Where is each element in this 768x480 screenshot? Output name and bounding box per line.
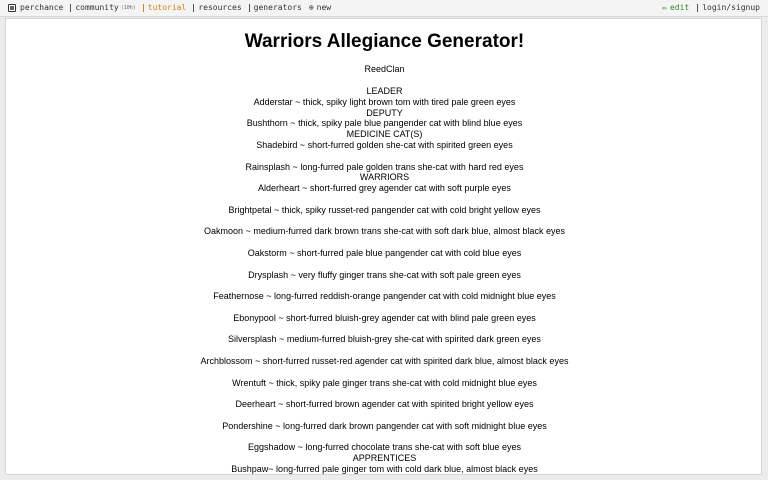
dice-icon xyxy=(8,4,16,12)
warrior-entry: Silversplash ~ medium-furred bluish-grey she-cat with spirited dark green eyes xyxy=(228,334,541,344)
medicine-entry: Shadebird ~ short-furred golden she-cat with spirited green eyes xyxy=(256,140,513,150)
nav-tutorial[interactable] xyxy=(143,3,187,12)
warrior-entry: Ebonypool ~ short-furred bluish-grey agender cat with blind pale green eyes xyxy=(233,313,536,323)
nav-site-label: perchance xyxy=(20,3,64,12)
nav-community-label: community xyxy=(75,3,119,12)
generators-icon xyxy=(249,4,250,12)
warrior-entry: Eggshadow ~ long-furred chocolate trans she-cat with soft blue eyes xyxy=(248,442,521,452)
nav-edit-label: edit xyxy=(669,3,690,12)
nav-tutorial-label: tutorial xyxy=(147,3,187,12)
warrior-entry: Brightpetal ~ thick, spiky russet-red pangender cat with cold bright yellow eyes xyxy=(228,205,541,215)
warrior-entry: Archblossom ~ short-furred russet-red agender cat with spirited dark blue, almost black eyes xyxy=(200,356,569,366)
deputy-heading: DEPUTY xyxy=(366,108,403,118)
nav-login-signup[interactable] xyxy=(697,3,760,12)
top-nav-bar xyxy=(0,0,768,17)
leader-entry: Adderstar ~ thick, spiky light brown tom with tired pale green eyes xyxy=(253,97,516,107)
warrior-entry: Wrentuft ~ thick, spiky pale ginger trans she-cat with cold midnight blue eyes xyxy=(232,378,537,388)
deputy-entry: Bushthorn ~ thick, spiky pale blue pangender cat with blind blue eyes xyxy=(246,118,523,128)
top-nav-right xyxy=(654,3,760,12)
plus-circle-icon: ⊕ xyxy=(308,2,314,12)
nav-login-label: login/signup xyxy=(702,3,760,12)
leader-heading: LEADER xyxy=(366,86,403,96)
warrior-entry: Oakmoon ~ medium-furred dark brown trans she-cat with soft dark blue, almost black eyes xyxy=(204,226,565,236)
pencil-icon: ✏ xyxy=(662,2,667,12)
warrior-entry: Drysplash ~ very fluffy ginger trans she-cat with soft pale green eyes xyxy=(248,270,521,280)
warrior-entry: Deerheart ~ short-furred brown agender cat with spirited bright yellow eyes xyxy=(235,399,534,409)
warrior-entry: Alderheart ~ short-furred grey agender cat with soft purple eyes xyxy=(258,183,511,193)
apprentices-heading: APPRENTICES xyxy=(352,453,417,463)
nav-perchance-home[interactable] xyxy=(8,3,63,12)
nav-new-label: new xyxy=(316,3,332,12)
community-icon xyxy=(70,4,71,12)
clan-name: ReedClan xyxy=(364,64,405,74)
top-nav-left xyxy=(8,3,338,12)
nav-generators-label: generators xyxy=(253,3,302,12)
nav-edit[interactable] xyxy=(662,3,689,12)
resources-icon xyxy=(193,4,194,12)
user-icon xyxy=(697,4,698,12)
warrior-entry: Oakstorm ~ short-furred pale blue pangender cat with cold blue eyes xyxy=(247,248,522,258)
community-count-badge: (10h) xyxy=(120,4,136,11)
apprentice-entry: Bushpaw~ long-furred pale ginger tom with cold dark blue, almost black eyes xyxy=(231,464,538,474)
nav-generators[interactable] xyxy=(249,3,302,12)
medicine-heading: MEDICINE CAT(S) xyxy=(346,129,423,139)
warriors-heading: WARRIORS xyxy=(359,172,410,182)
medicine-entry: Rainsplash ~ long-furred pale golden trans she-cat with hard red eyes xyxy=(245,162,524,172)
tutorial-icon xyxy=(143,4,144,12)
nav-community[interactable] xyxy=(70,3,135,12)
warrior-entry: Pondershine ~ long-furred dark brown pangender cat with soft midnight blue eyes xyxy=(222,421,547,431)
nav-resources[interactable] xyxy=(193,3,241,12)
warrior-entry: Feathernose ~ long-furred reddish-orange pangender cat with cold midnight blue eyes xyxy=(213,291,556,301)
page-title: Warriors Allegiance Generator! xyxy=(244,31,525,52)
generator-output-panel xyxy=(5,18,762,475)
nav-resources-label: resources xyxy=(198,3,242,12)
nav-new[interactable] xyxy=(309,3,331,12)
